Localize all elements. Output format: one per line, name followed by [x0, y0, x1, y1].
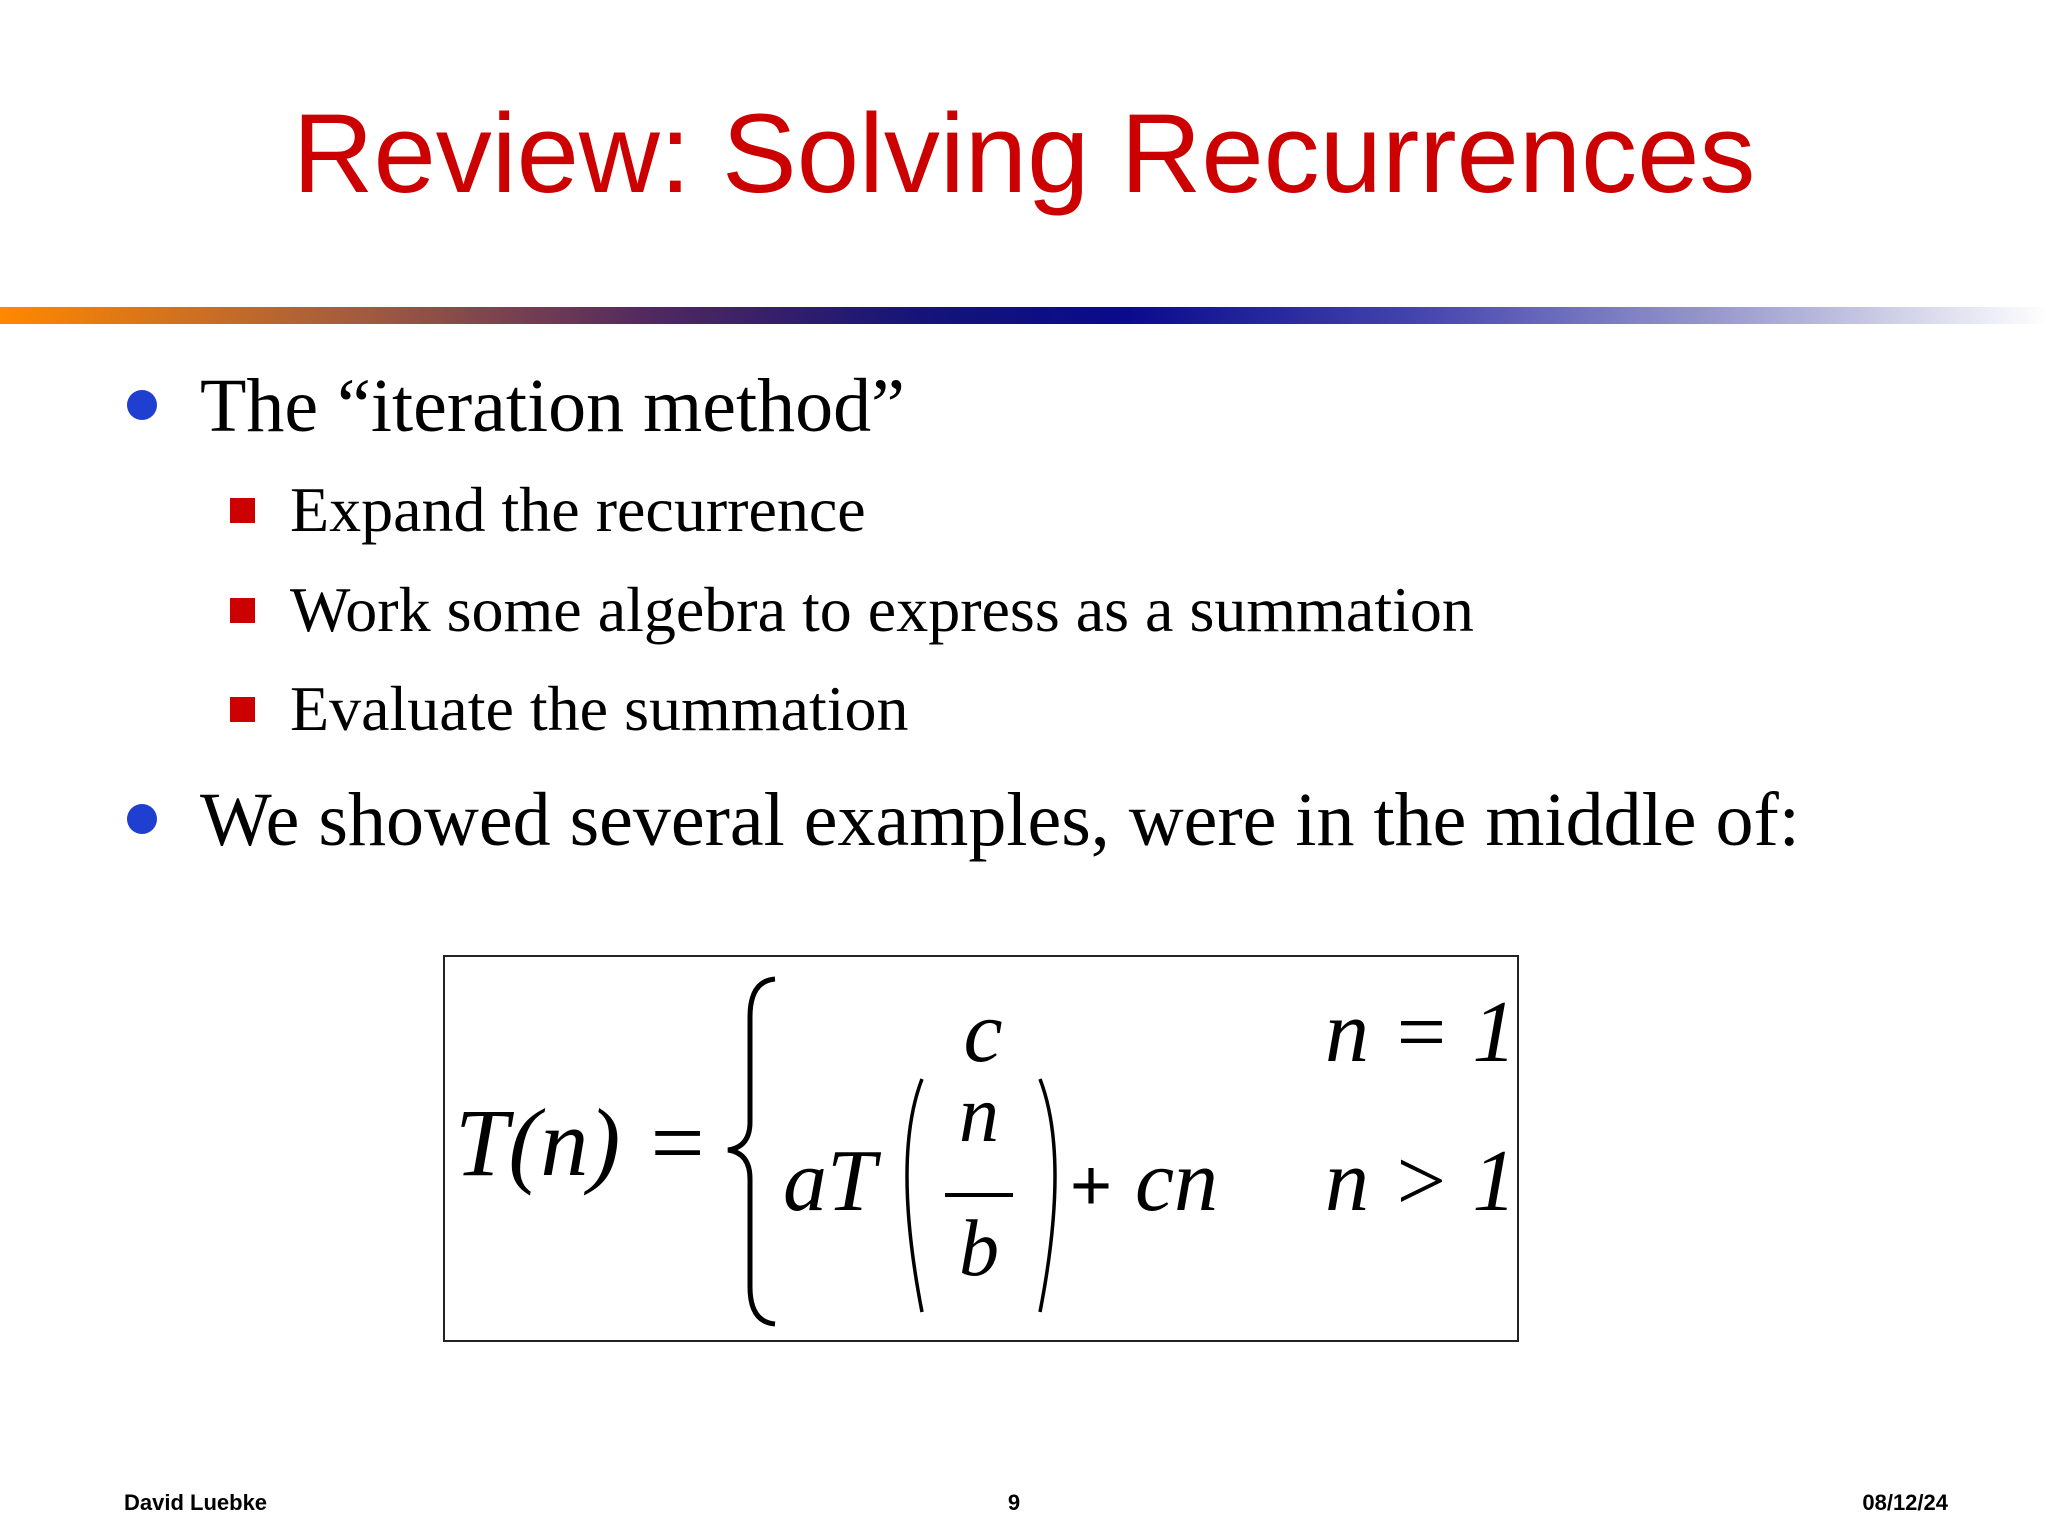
footer-page-number: 9 [1007, 1490, 1021, 1515]
case2-term-at: aT [783, 1133, 876, 1230]
fraction-numerator: n [959, 1071, 999, 1159]
left-paren-icon [907, 1079, 922, 1312]
recurrence-equation [443, 955, 1519, 1342]
footer-date: 08/12/24 [1862, 1490, 1948, 1515]
sub-bullet-item [290, 673, 909, 744]
sub-bullet-text: Work some algebra to express as a summation [290, 574, 1474, 645]
bullet-item [200, 778, 1800, 862]
sub-bullet-item [290, 574, 1474, 645]
bullet-text: The “iteration method” [200, 364, 905, 448]
bullet-item [200, 364, 905, 448]
bullet-dot-icon [127, 804, 157, 834]
plus-sign: + [1070, 1146, 1113, 1226]
case1-condition: n = 1 [1325, 984, 1517, 1081]
footer-author: David Luebke [124, 1490, 268, 1515]
slide-title: Review: Solving Recurrences [292, 91, 1756, 216]
bullet-text: We showed several examples, were in the middle of: [200, 778, 1800, 862]
sub-bullet-text: Evaluate the summation [290, 673, 909, 744]
left-brace-icon [728, 979, 775, 1324]
fraction-denominator: b [959, 1205, 999, 1293]
square-bullet-icon [230, 498, 255, 523]
right-paren-icon [1040, 1079, 1055, 1312]
case1-expression: c [963, 984, 1003, 1081]
bullet-dot-icon [127, 390, 157, 420]
equation-lhs: T(n) = [455, 1089, 710, 1196]
title-divider [0, 307, 2048, 324]
case2-term-cn: cn [1135, 1133, 1219, 1230]
case2-condition: n > 1 [1325, 1133, 1517, 1230]
sub-bullet-item [290, 474, 866, 545]
square-bullet-icon [230, 697, 255, 722]
square-bullet-icon [230, 598, 255, 623]
sub-bullet-text: Expand the recurrence [290, 474, 866, 545]
